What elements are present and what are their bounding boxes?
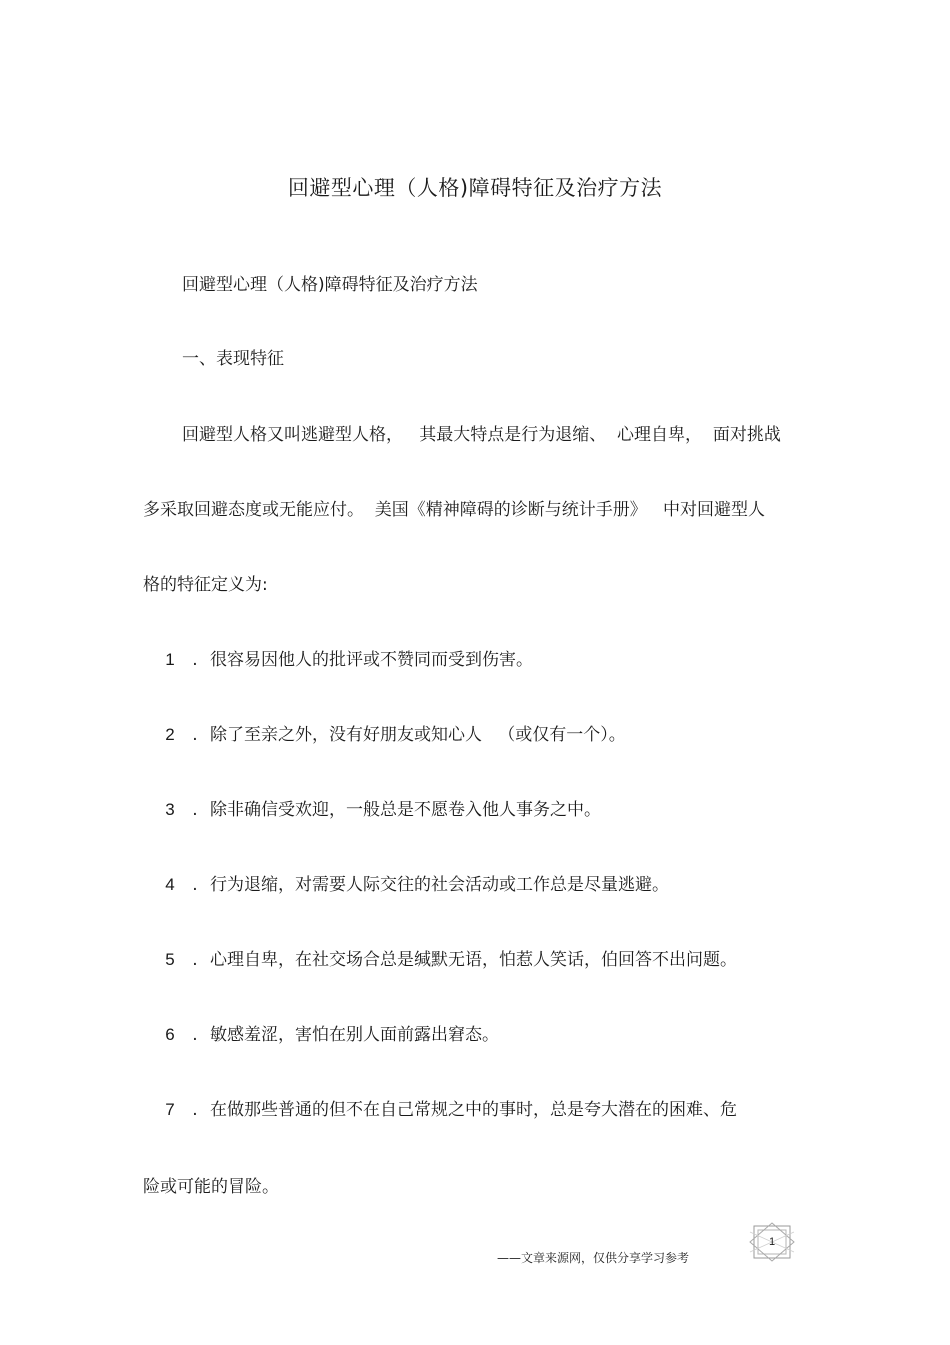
intro-line-1: 回避型人格又叫逃避型人格， 其最大特点是行为退缩、 心理自卑， 面对挑战 — [182, 425, 781, 445]
list-item-number: 4 — [165, 875, 175, 894]
list-item-text: 在做那些普通的但不在自己常规之中的事时，总是夸大潜在的困难、危 — [210, 1100, 737, 1120]
intro-line-3: 格的特征定义为: — [143, 575, 268, 595]
list-item: 7 . 在做那些普通的但不在自己常规之中的事时，总是夸大潜在的困难、危 — [160, 1099, 737, 1121]
list-item-text: 敏感羞涩，害怕在别人面前露出窘态。 — [210, 1025, 499, 1045]
list-item: 6 . 敏感羞涩，害怕在别人面前露出窘态。 — [160, 1024, 499, 1046]
list-item-number: 3 — [165, 800, 175, 819]
list-item: 1 . 很容易因他人的批评或不赞同而受到伤害。 — [160, 649, 533, 671]
list-item: 5 . 心理自卑，在社交场合总是缄默无语，怕惹人笑话，伯回答不出问题。 — [160, 949, 737, 971]
document-title: 回避型心理（人格)障碍特征及治疗方法 — [287, 176, 663, 200]
list-item-text: 行为退缩，对需要人际交往的社会活动或工作总是尽量逃避。 — [210, 875, 669, 895]
list-item-text: 很容易因他人的批评或不赞同而受到伤害。 — [210, 650, 533, 670]
list-item: 4 . 行为退缩，对需要人际交往的社会活动或工作总是尽量逃避。 — [160, 874, 669, 896]
list-item-text: 除了至亲之外，没有好朋友或知心人 （或仅有一个）。 — [210, 725, 626, 745]
list-item-number: 7 — [165, 1100, 175, 1119]
list-item-text: 心理自卑，在社交场合总是缄默无语，怕惹人笑话，伯回答不出问题。 — [210, 950, 737, 970]
page-number: 1 — [768, 1236, 776, 1248]
list-item-number: 2 — [165, 725, 175, 744]
list-item-continuation: 险或可能的冒险。 — [143, 1177, 279, 1197]
list-item: 2 . 除了至亲之外，没有好朋友或知心人 （或仅有一个）。 — [160, 724, 626, 746]
list-item-number: 5 — [165, 950, 175, 969]
list-item-text: 除非确信受欢迎，一般总是不愿卷入他人事务之中。 — [210, 800, 601, 820]
list-item-number: 6 — [165, 1025, 175, 1044]
footer-source-note: ——文章来源网，仅供分享学习参考 — [497, 1251, 690, 1265]
section-heading: 一、表现特征 — [182, 349, 284, 369]
intro-line-2: 多采取回避态度或无能应付。 美国《精神障碍的诊断与统计手册》 中对回避型人 — [143, 500, 766, 520]
subtitle-paragraph: 回避型心理（人格)障碍特征及治疗方法 — [182, 275, 478, 295]
list-item: 3 . 除非确信受欢迎，一般总是不愿卷入他人事务之中。 — [160, 799, 601, 821]
list-item-number: 1 — [165, 650, 175, 669]
